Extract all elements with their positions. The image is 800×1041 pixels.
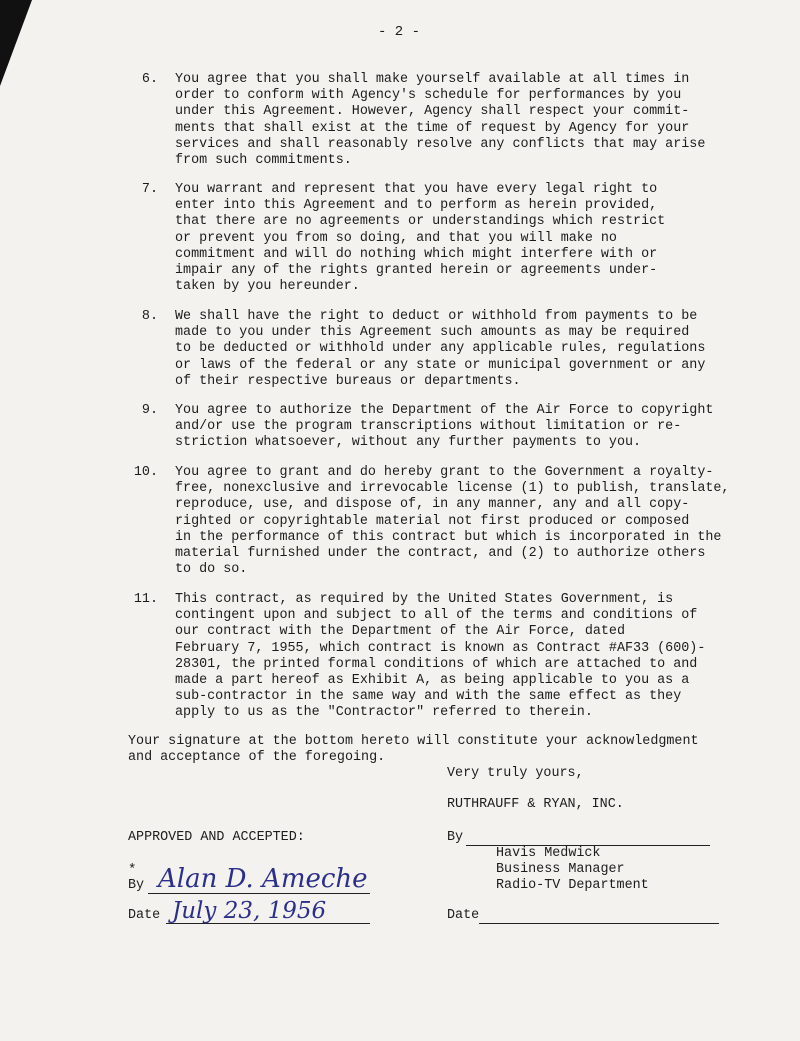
signer-name: Havis Medwick <box>496 846 601 861</box>
paragraph-text: You agree that you shall make yourself available at all times in order to conform with Agency's schedule for performances by you under this Agreement. However, Agency shall respect your commit- ments that shall exist at the time of request by Agency for your services and shall reasonably resolve any conflicts that may arise from such commitments. <box>175 72 706 169</box>
page-number: - 2 - <box>378 24 421 40</box>
agency-date-label: Date <box>447 908 480 923</box>
acceptor-date-handwritten: July 23, 1956 <box>172 898 327 924</box>
acceptor-by-label: By <box>128 878 145 893</box>
paragraph-number: 10. <box>133 465 158 480</box>
paragraph-number: 8. <box>141 309 158 324</box>
scan-corner-shadow <box>0 0 32 86</box>
paragraph-number: 7. <box>141 182 158 197</box>
paragraph-number: 6. <box>141 72 158 87</box>
signer-department: Radio-TV Department <box>496 878 649 894</box>
signer-title: Business Manager <box>496 862 625 878</box>
paragraph-text: You agree to grant and do hereby grant to the Government a royalty- free, nonexclusive and irrevocable license (1) to publish, translate, reproduce, use, and dispose of, in any manner, any and all copy- righted or copyrightable material not first produced or composed in the performance of this contract but which is incorporated in the material furnished under the contract, and (2) to authorize others to do so. <box>175 465 730 578</box>
acceptor-date-label: Date <box>128 908 161 923</box>
approved-label: APPROVED AND ACCEPTED: <box>128 830 305 845</box>
signer-block <box>496 846 649 895</box>
paragraph-text: You warrant and represent that you have every legal right to enter into this Agreement and to perform as herein provided, that there are no agreements or understandings which restrict or prevent you from so doing, and that you will make no commitment and will do nothing which might interfere with or impair any of the rights granted herein or agreements under- taken by you hereunder. <box>175 182 666 295</box>
paragraph-number: 9. <box>141 403 158 418</box>
closing-text: Your signature at the bottom hereto will constitute your acknowledgment and acceptance of the foregoing. <box>128 734 699 766</box>
company-name: RUTHRAUFF & RYAN, INC. <box>447 797 624 812</box>
paragraph-text: We shall have the right to deduct or withhold from payments to be made to you under this Agreement such amounts as may be required to be deducted or withhold under any applicable rules, regulations or laws of the federal or any state or municipal government or any of their respective bureaus or departments. <box>175 309 706 389</box>
paragraph-text: You agree to authorize the Department of the Air Force to copyright and/or use the program transcriptions without limitation or re- striction whatsoever, without any further payments to you. <box>175 403 714 451</box>
paragraph-text: This contract, as required by the United States Government, is contingent upon and subject to all of the terms and conditions of our contract with the Department of the Air Force, dated February 7, 1955, which contract is known as Contract #AF33 (600)- 28301, the printed formal conditions of which are attached to and made a part hereof as Exhibit A, as being applicable to you as a sub-contractor in the same way and with the same effect as they apply to us as the "Contractor" referred to therein. <box>175 592 706 721</box>
acceptor-signature: Alan D. Ameche <box>158 864 368 894</box>
valediction: Very truly yours, <box>447 766 584 781</box>
agency-date-line <box>479 923 719 924</box>
paragraph-number: 11. <box>133 592 158 607</box>
agency-by-label: By <box>447 830 464 845</box>
star-mark: * <box>128 862 137 878</box>
